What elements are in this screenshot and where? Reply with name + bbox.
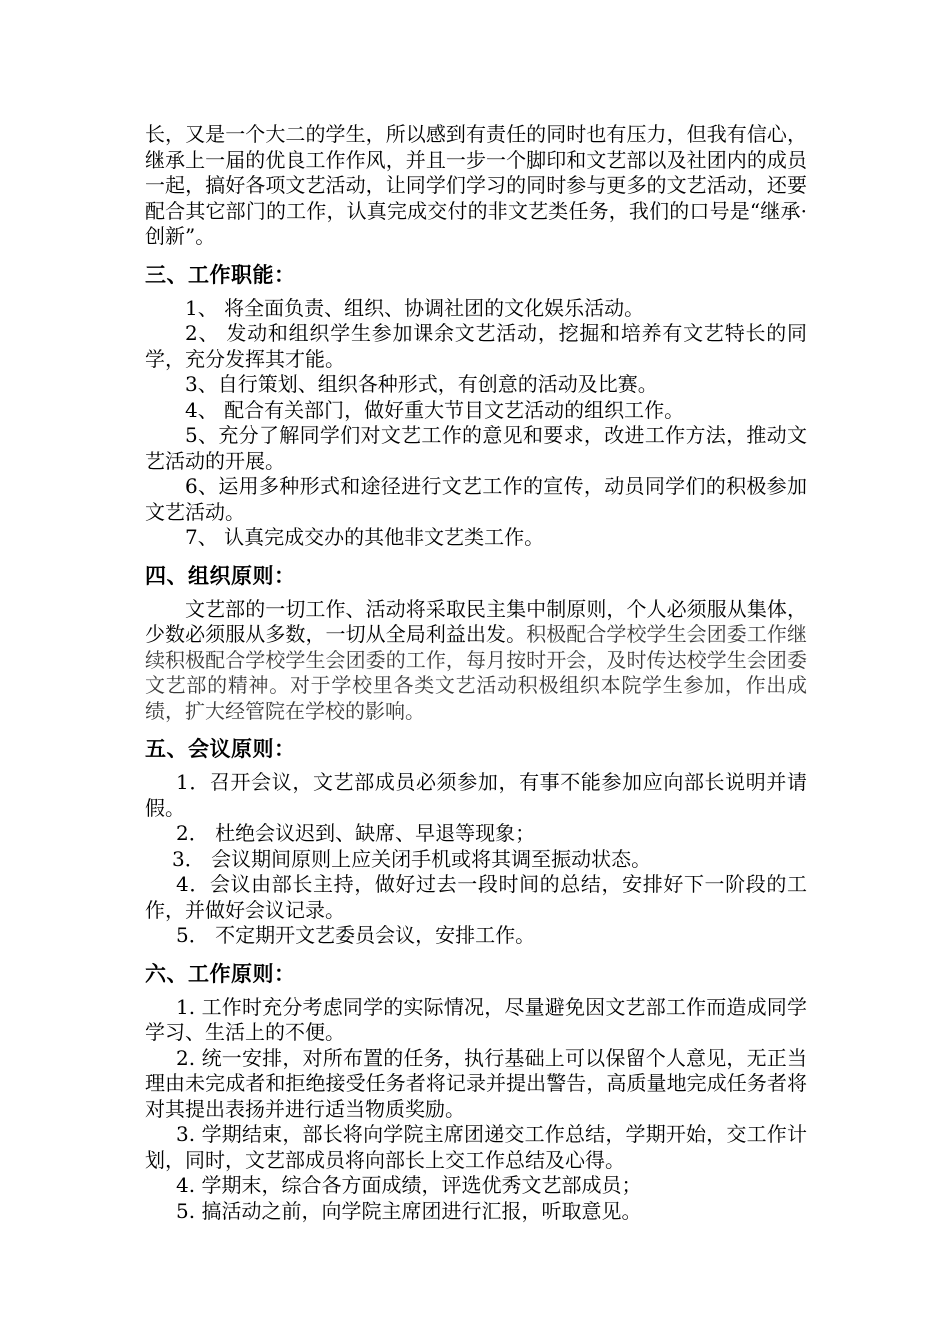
- organization-paragraph: [145, 597, 807, 725]
- function-item: 1、 将全面负责、组织、协调社团的文化娱乐活动。: [185, 295, 645, 320]
- function-item: 7、 认真完成交办的其他非文艺类工作。: [185, 525, 545, 549]
- function-item: 5、充分了解同学们对文艺工作的意见和要求，改进工作方法，推动文艺活动的开展。: [145, 423, 807, 473]
- section-heading-meetings: 五、会议原则：: [145, 737, 296, 761]
- section-heading-organization: 四、组织原则：: [145, 563, 296, 588]
- function-item: 4、 配合有关部门，做好重大节目文艺活动的组织工作。: [185, 397, 685, 422]
- principle-item: 4. 学期末，综合各方面成绩，评选优秀文艺部成员；: [176, 1173, 642, 1197]
- intro-paragraph: 长，又是一个大二的学生，所以感到有责任的同时也有压力，但我有信心，继承上一届的优良工作作风，并且一步一个脚印和文艺部以及社团内的成员一起，搞好各项文艺活动，让同学们学习的同时参与更多的文艺活动，还要配合其它部门的工作，认真完成交付的非文艺类任务，我们的口号是“继承·创新”。: [145, 122, 807, 248]
- meeting-item: 3． 会议期间原则上应关闭手机或将其调至振动状态。: [172, 846, 652, 871]
- meeting-item: 1．召开会议，文艺部成员必须参加，有事不能参加应向部长说明并请假。: [145, 770, 807, 820]
- organization-text-b: 积极配合学校学生会团委工作继续积极配合学校学生会团委的工作，每月按时开会，及时传达校学生会团委文艺部的精神。对于学校里各类文艺活动积极组织本院学生参加，作出成绩，扩大经管院在学校的影响。: [145, 622, 807, 723]
- principle-item: 3. 学期结束，部长将向学院主席团递交工作总结，学期开始，交工作计划，同时，文艺部成员将向部长上交工作总结及心得。: [145, 1122, 807, 1172]
- meeting-item: 2． 杜绝会议迟到、缺席、早退等现象；: [176, 821, 536, 845]
- function-item: 2、 发动和组织学生参加课余文艺活动，挖掘和培养有文艺特长的同学，充分发挥其才能。: [145, 321, 807, 371]
- section-heading-work-principles: 六、工作原则：: [145, 961, 296, 986]
- function-item: 3、自行策划、组织各种形式，有创意的活动及比赛。: [185, 372, 658, 396]
- meeting-item: 5． 不定期开文艺委员会议，安排工作。: [176, 923, 536, 947]
- meeting-item: 4．会议由部长主持，做好过去一段时间的总结，安排好下一阶段的工作，并做好会议记录。: [145, 872, 807, 922]
- organization-text-a: 文艺部的一切工作、活动将采取民主集中制原则，个人必须服从集体，少数必须服从多数，一切从全局利益出发。: [145, 596, 807, 646]
- document-page: [145, 122, 807, 1224]
- section-heading-functions: 三、工作职能：: [145, 262, 296, 287]
- function-item: 6、运用多种形式和途径进行文艺工作的宣传，动员同学们的积极参加文艺活动。: [145, 474, 807, 524]
- principle-item: 1. 工作时充分考虑同学的实际情况，尽量避免因文艺部工作而造成同学学习、生活上的不便。: [145, 994, 807, 1044]
- principle-item: 2. 统一安排，对所布置的任务，执行基础上可以保留个人意见，无正当理由未完成者和拒绝接受任务者将记录并提出警告，高质量地完成任务者将对其提出表扬并进行适当物质奖励。: [145, 1045, 807, 1121]
- principle-item: 5. 搞活动之前，向学院主席团进行汇报，听取意见。: [176, 1198, 642, 1223]
